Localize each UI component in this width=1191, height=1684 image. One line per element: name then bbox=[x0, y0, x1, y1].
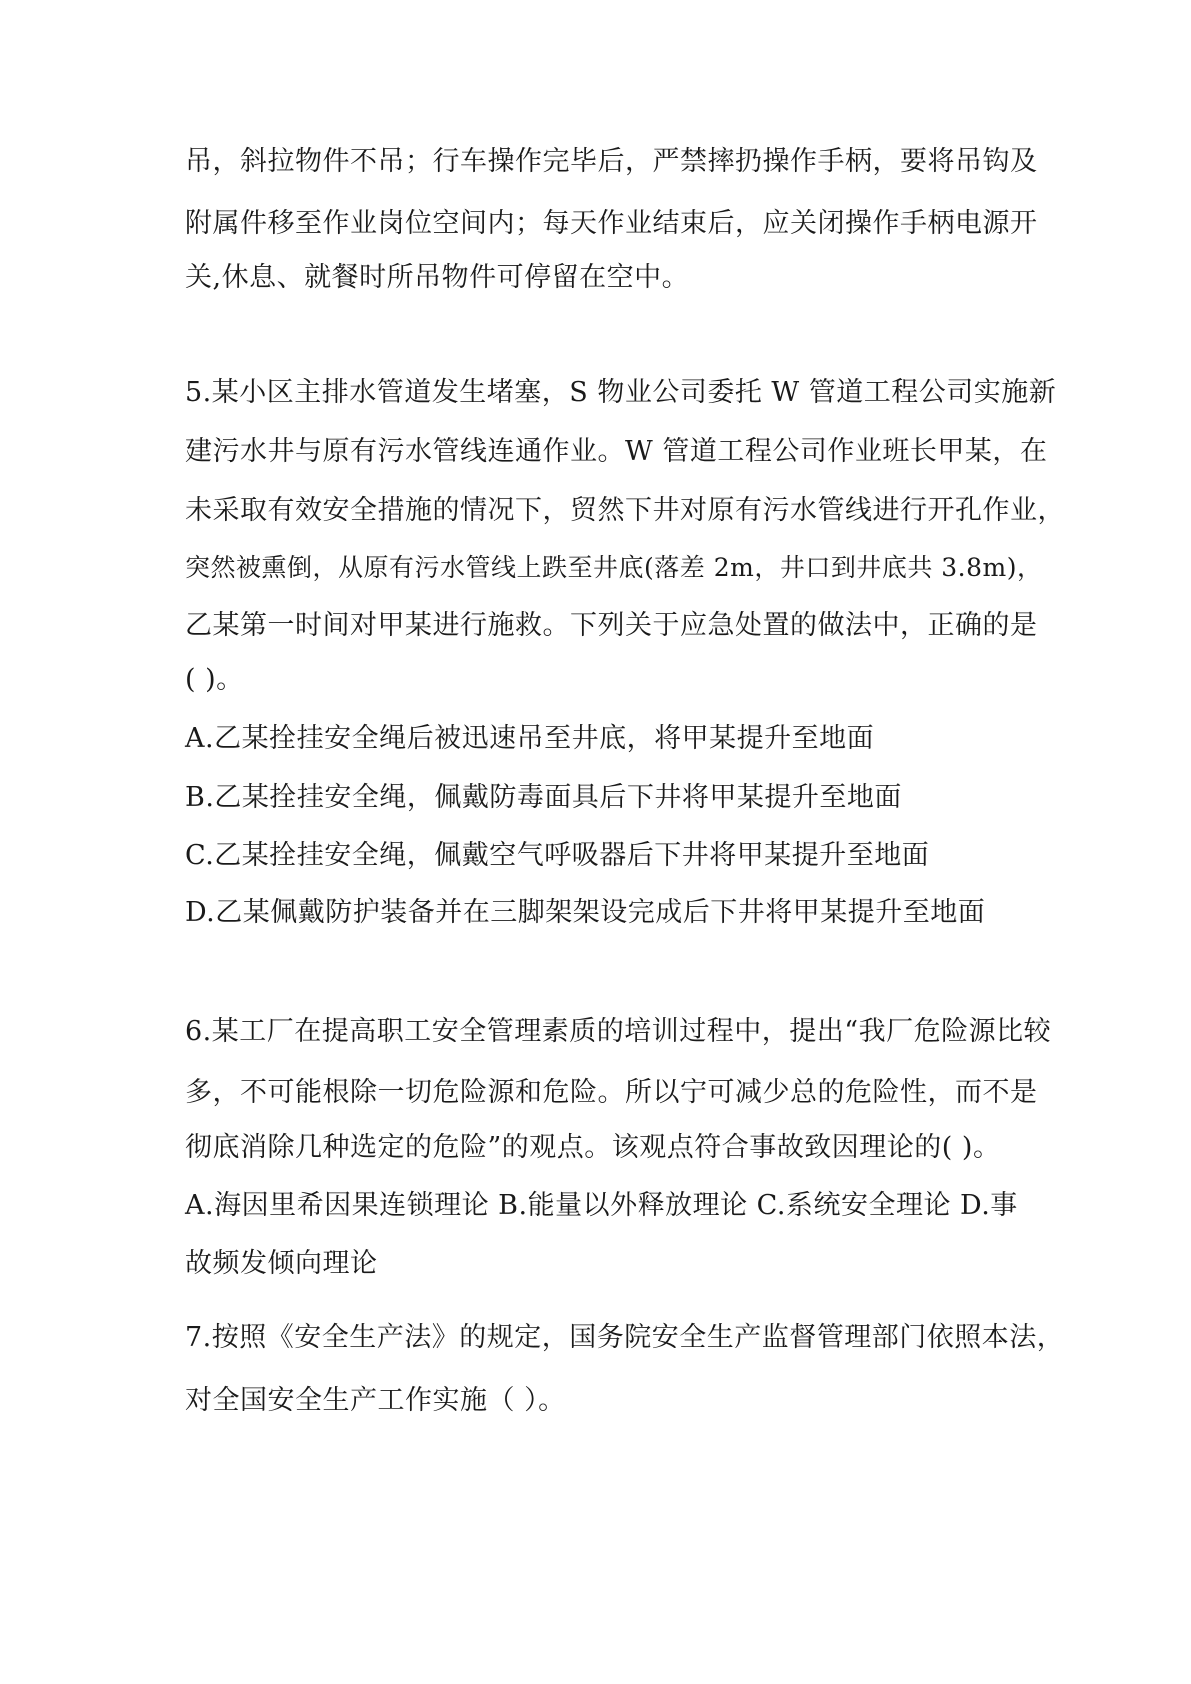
q7-stem-line-2: 对全国安全生产工作实施（ ）。 bbox=[185, 1385, 566, 1416]
q5-option-a: A.乙某拴挂安全绳后被迅速吊至井底，将甲某提升至地面 bbox=[185, 723, 875, 754]
q6-options-line-1: A.海因里希因果连锁理论 B.能量以外释放理论 C.系统安全理论 D.事 bbox=[185, 1190, 1018, 1221]
q5-stem-line-1: 5.某小区主排水管道发生堵塞，S 物业公司委托 W 管道工程公司实施新 bbox=[185, 377, 1057, 408]
q5-stem-line-6: ( )。 bbox=[185, 664, 244, 695]
intro-line-3: 关,休息、就餐时所吊物件可停留在空中。 bbox=[185, 262, 690, 293]
q6-stem-line-3: 彻底消除几种选定的危险”的观点。该观点符合事故致因理论的( )。 bbox=[185, 1132, 1001, 1163]
q6-options-line-2: 故频发倾向理论 bbox=[185, 1248, 378, 1279]
q5-option-c: C.乙某拴挂安全绳，佩戴空气呼吸器后下井将甲某提升至地面 bbox=[185, 840, 930, 871]
q6-stem-line-2: 多，不可能根除一切危险源和危险。所以宁可减少总的危险性，而不是 bbox=[185, 1077, 1038, 1108]
intro-line-1: 吊，斜拉物件不吊；行车操作完毕后，严禁摔扔操作手柄，要将吊钩及 bbox=[185, 146, 1038, 177]
q6-stem-line-1: 6.某工厂在提高职工安全管理素质的培训过程中，提出“我厂危险源比较 bbox=[185, 1016, 1052, 1047]
q7-stem-line-1: 7.按照《安全生产法》的规定，国务院安全生产监督管理部门依照本法， bbox=[185, 1322, 1065, 1353]
intro-line-2: 附属件移至作业岗位空间内；每天作业结束后，应关闭操作手柄电源开 bbox=[185, 208, 1038, 239]
q5-option-b: B.乙某拴挂安全绳，佩戴防毒面具后下井将甲某提升至地面 bbox=[185, 782, 902, 813]
q5-stem-line-5: 乙某第一时间对甲某进行施救。下列关于应急处置的做法中，正确的是 bbox=[185, 610, 1038, 641]
q5-stem-line-2: 建污水井与原有污水管线连通作业。W 管道工程公司作业班长甲某，在 bbox=[185, 436, 1048, 467]
q5-stem-line-3: 未采取有效安全措施的情况下，贸然下井对原有污水管线进行开孔作业， bbox=[185, 495, 1065, 526]
q5-option-d: D.乙某佩戴防护装备并在三脚架架设完成后下井将甲某提升至地面 bbox=[185, 897, 986, 928]
q5-stem-line-4: 突然被熏倒，从原有污水管线上跌至井底(落差 2m，井口到井底共 3.8m)， bbox=[185, 553, 1043, 582]
